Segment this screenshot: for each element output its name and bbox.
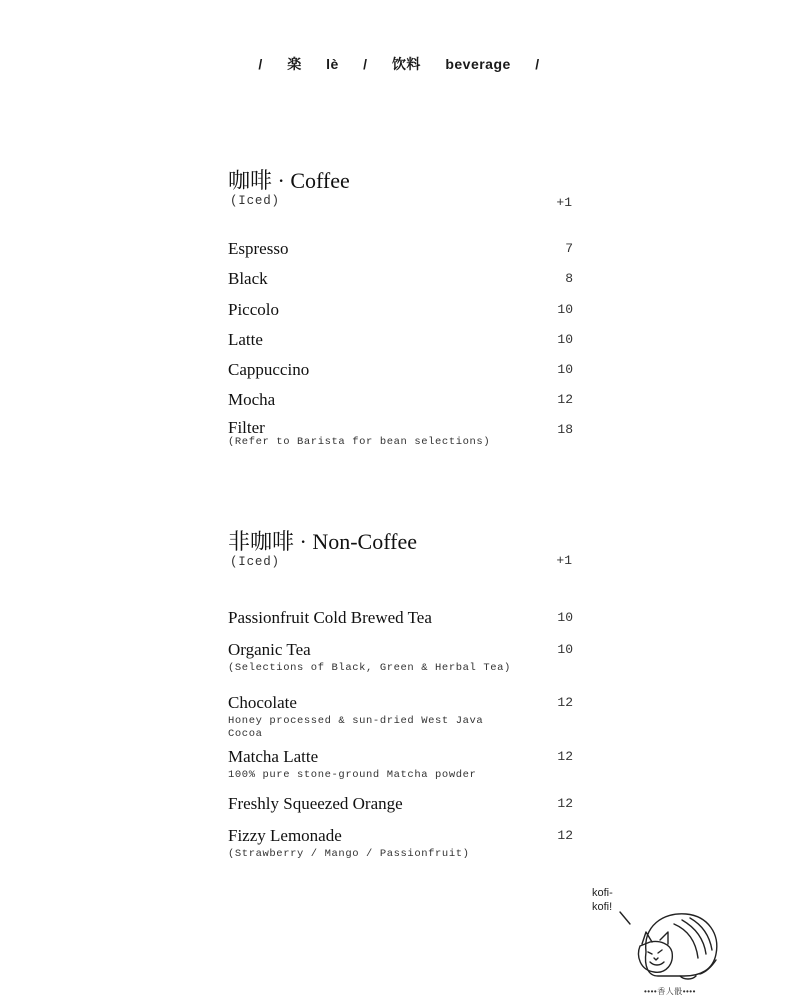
item-name: Black <box>228 269 268 288</box>
menu-item-matcha-latte <box>228 747 573 782</box>
menu-item-latte <box>228 330 573 350</box>
menu-item-piccolo <box>228 300 573 320</box>
item-name: Latte <box>228 330 263 349</box>
noncoffee-section-title: 非咖啡 · Non-Coffee <box>228 529 417 554</box>
speech-line: kofi! <box>592 901 613 913</box>
item-price: 10 <box>557 302 573 317</box>
item-description: (Strawberry / Mango / Passionfruit) <box>228 848 470 860</box>
item-name: Cappuccino <box>228 360 310 379</box>
header-slash: / <box>258 56 263 72</box>
item-name: Freshly Squeezed Orange <box>228 794 403 813</box>
item-description: (Refer to Barista for bean selections) <box>228 436 491 448</box>
item-price: 10 <box>557 332 573 347</box>
item-price: 12 <box>557 749 573 764</box>
item-name: Piccolo <box>228 300 279 319</box>
item-name: Passionfruit Cold Brewed Tea <box>228 608 432 627</box>
item-price: 12 <box>557 392 573 407</box>
item-name: Espresso <box>228 239 289 258</box>
cat-icon <box>588 884 728 1000</box>
item-price: 12 <box>557 695 573 710</box>
header-slash: / <box>363 56 368 72</box>
item-description: 100% pure stone-ground Matcha powder <box>228 769 477 781</box>
item-price: 10 <box>557 642 573 657</box>
item-name: Organic Tea <box>228 640 311 659</box>
item-name: Mocha <box>228 390 276 409</box>
item-name: Chocolate <box>228 693 297 712</box>
header-chinese-le: 楽 <box>287 56 302 72</box>
item-price: 10 <box>557 610 573 625</box>
menu-item-chocolate <box>228 693 573 741</box>
item-price: 7 <box>565 241 573 256</box>
menu-item-filter <box>228 420 573 449</box>
menu-item-organic-tea <box>228 640 573 675</box>
menu-item-espresso <box>228 239 573 259</box>
item-price: 8 <box>565 271 573 286</box>
menu-item-cappuccino <box>228 360 573 380</box>
header-beverage: beverage <box>445 56 511 72</box>
item-price: 10 <box>557 362 573 377</box>
header-chinese-beverage: 饮料 <box>391 56 421 72</box>
artist-signature: ••••香人骰•••• <box>644 987 696 996</box>
item-name: Fizzy Lemonade <box>228 826 342 845</box>
menu-item-lemonade <box>228 826 573 861</box>
noncoffee-iced-label: (Iced) <box>230 555 280 569</box>
coffee-section-title: 咖啡 · Coffee <box>228 168 350 193</box>
menu-item-mocha <box>228 390 573 410</box>
item-price: 12 <box>557 796 573 811</box>
header-slash: / <box>535 56 540 72</box>
speech-line: kofi- <box>592 887 613 899</box>
item-description: (Selections of Black, Green & Herbal Tea) <box>228 662 511 674</box>
menu-item-orange <box>228 794 573 814</box>
item-description: Honey processed & sun-dried West Java Cocoa <box>228 715 484 740</box>
item-price: 12 <box>557 828 573 843</box>
coffee-iced-label: (Iced) <box>230 194 280 208</box>
item-price: 18 <box>557 422 573 437</box>
coffee-iced-price: +1 <box>556 195 572 210</box>
item-name: Matcha Latte <box>228 747 319 766</box>
header-pinyin: lè <box>326 56 339 72</box>
item-name: Filter <box>228 418 265 437</box>
noncoffee-iced-price: +1 <box>556 553 572 568</box>
menu-item-black <box>228 269 573 289</box>
menu-header <box>0 54 798 74</box>
menu-item-passionfruit-tea <box>228 608 573 628</box>
